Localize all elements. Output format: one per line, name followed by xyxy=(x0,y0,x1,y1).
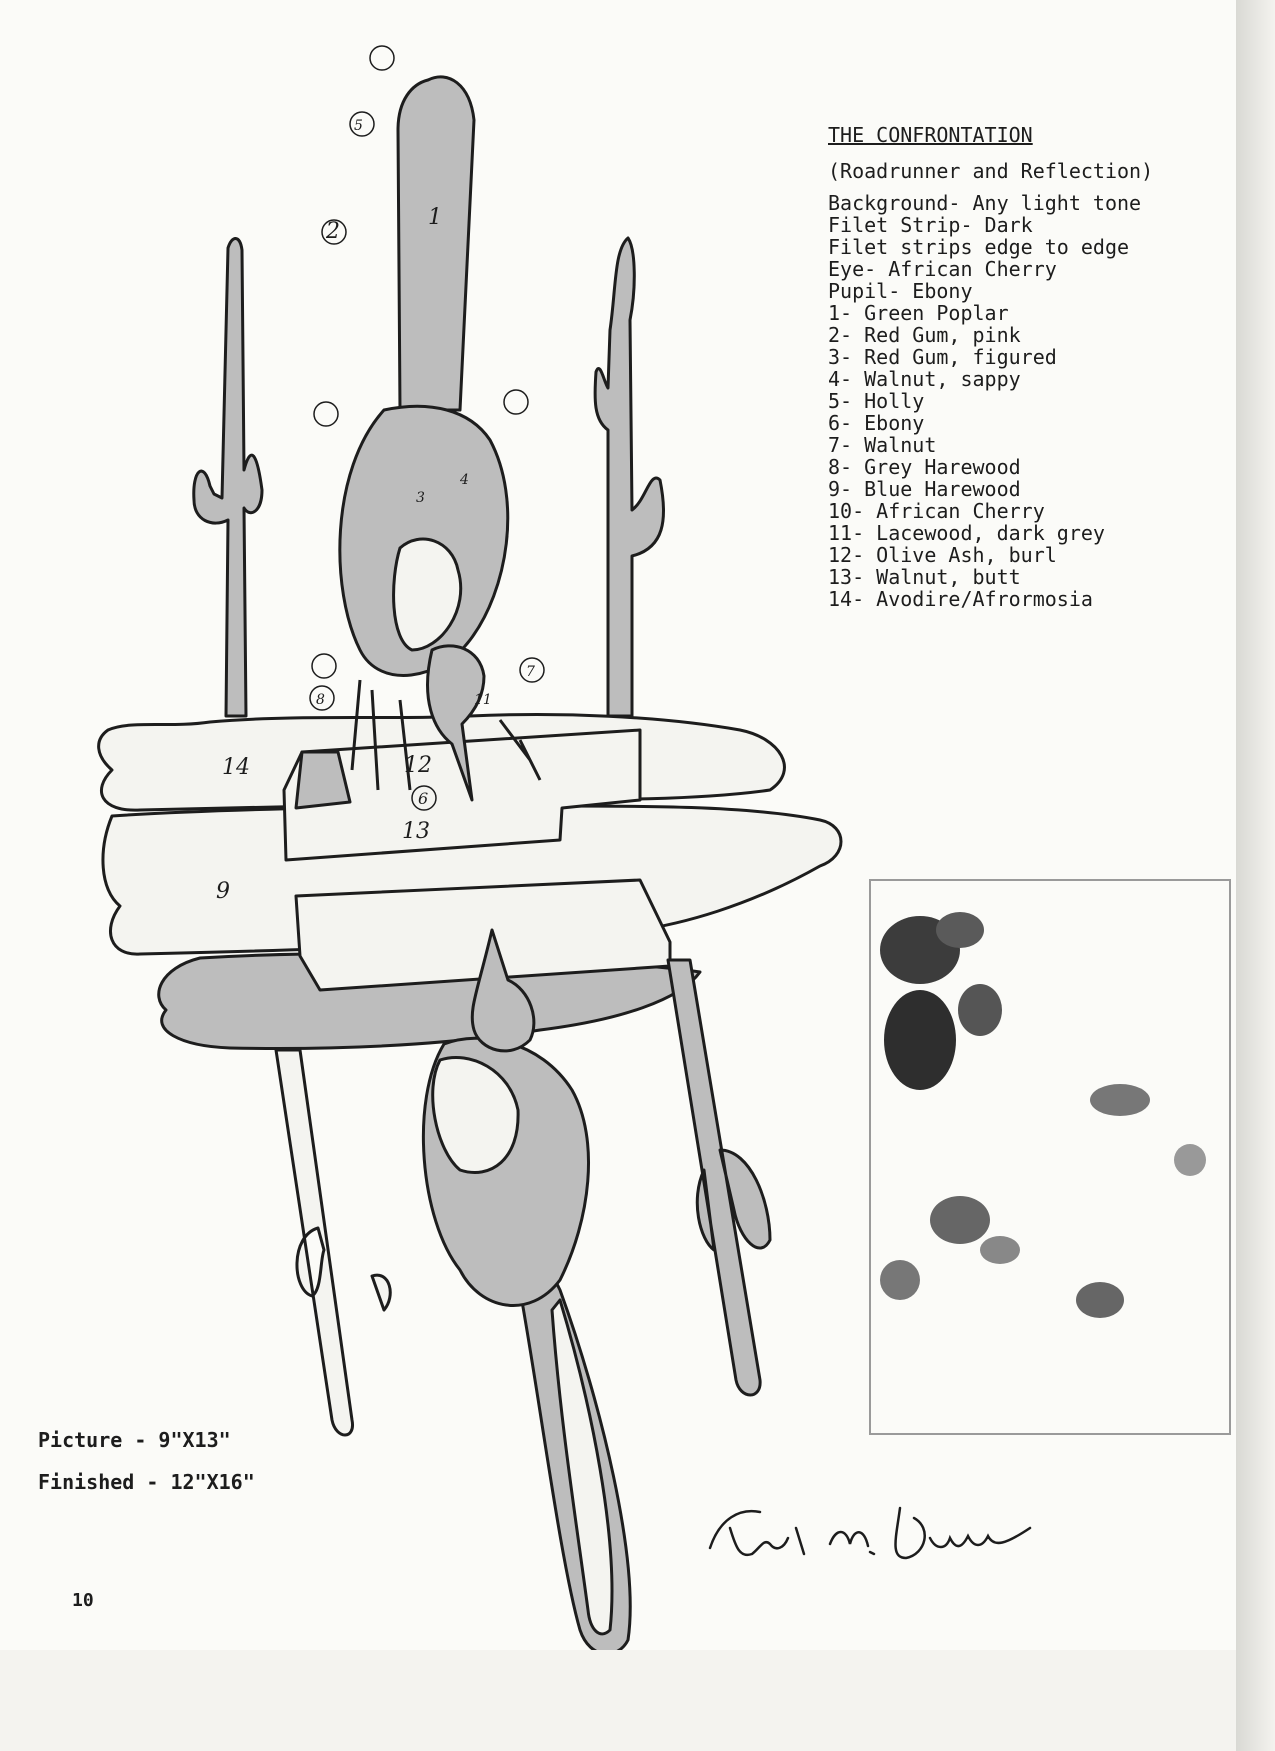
speckle-panel xyxy=(870,880,1230,1434)
part-label-2: 2 xyxy=(326,219,340,244)
page-edge xyxy=(1236,0,1275,1751)
part-label-6: 6 xyxy=(418,789,429,808)
signature-scrawl xyxy=(700,1488,1040,1578)
legend-note: Filet strips edge to edge xyxy=(828,235,1130,259)
part-label-9: 9 xyxy=(216,879,230,904)
legend-wood-item: 14- Avodire/Afrormosia xyxy=(828,587,1093,611)
legend-wood-item: 5- Holly xyxy=(828,389,925,413)
legend-wood-item: 1- Green Poplar xyxy=(828,301,1009,325)
legend-wood-item: 7- Walnut xyxy=(828,433,937,457)
picture-size: Picture - 9"X13" xyxy=(38,1428,231,1452)
legend-note: Pupil- Ebony xyxy=(828,279,973,303)
legend-wood-item: 2- Red Gum, pink xyxy=(828,323,1021,347)
legend-wood-item: 8- Grey Harewood xyxy=(828,455,1021,479)
legend-wood-item: 6- Ebony xyxy=(828,411,925,435)
signature xyxy=(700,1488,1040,1582)
legend-note: Filet Strip- Dark xyxy=(828,213,1033,237)
roadrunner-tail-upper xyxy=(398,77,474,410)
part-label-14: 14 xyxy=(222,755,250,780)
right-cactus xyxy=(595,238,663,716)
legend-wood-item: 10- African Cherry xyxy=(828,499,1045,523)
part-label-8: 8 xyxy=(316,692,325,708)
part-label-5: 5 xyxy=(354,118,363,134)
pattern-subtitle: (Roadrunner and Reflection) xyxy=(828,159,1154,183)
left-cactus xyxy=(194,238,262,716)
reflected-cactus-right xyxy=(668,960,770,1395)
legend-wood-item: 12- Olive Ash, burl xyxy=(828,543,1057,567)
part-label-11: 11 xyxy=(474,692,492,708)
finished-size: Finished - 12"X16" xyxy=(38,1470,255,1494)
part-label-13: 13 xyxy=(402,819,430,844)
dimensions xyxy=(38,1428,255,1512)
pattern-title: THE CONFRONTATION xyxy=(828,123,1033,147)
part-label-7: 7 xyxy=(526,664,535,680)
legend-wood-item: 9- Blue Harewood xyxy=(828,477,1021,501)
legend-wood-item: 4- Walnut, sappy xyxy=(828,367,1021,391)
page-number: 10 xyxy=(72,1590,94,1611)
legend-wood-item: 13- Walnut, butt xyxy=(828,565,1021,589)
materials-legend xyxy=(828,124,1208,610)
part-label-3: 3 xyxy=(416,490,425,506)
part-label-1: 1 xyxy=(428,205,442,230)
part-label-4: 4 xyxy=(460,472,469,488)
legend-wood-item: 3- Red Gum, figured xyxy=(828,345,1057,369)
legend-wood-item: 11- Lacewood, dark grey xyxy=(828,521,1105,545)
legend-note: Eye- African Cherry xyxy=(828,257,1057,281)
reflected-cactus-left xyxy=(276,1050,390,1435)
legend-note: Background- Any light tone xyxy=(828,191,1142,215)
part-label-12: 12 xyxy=(404,753,432,778)
